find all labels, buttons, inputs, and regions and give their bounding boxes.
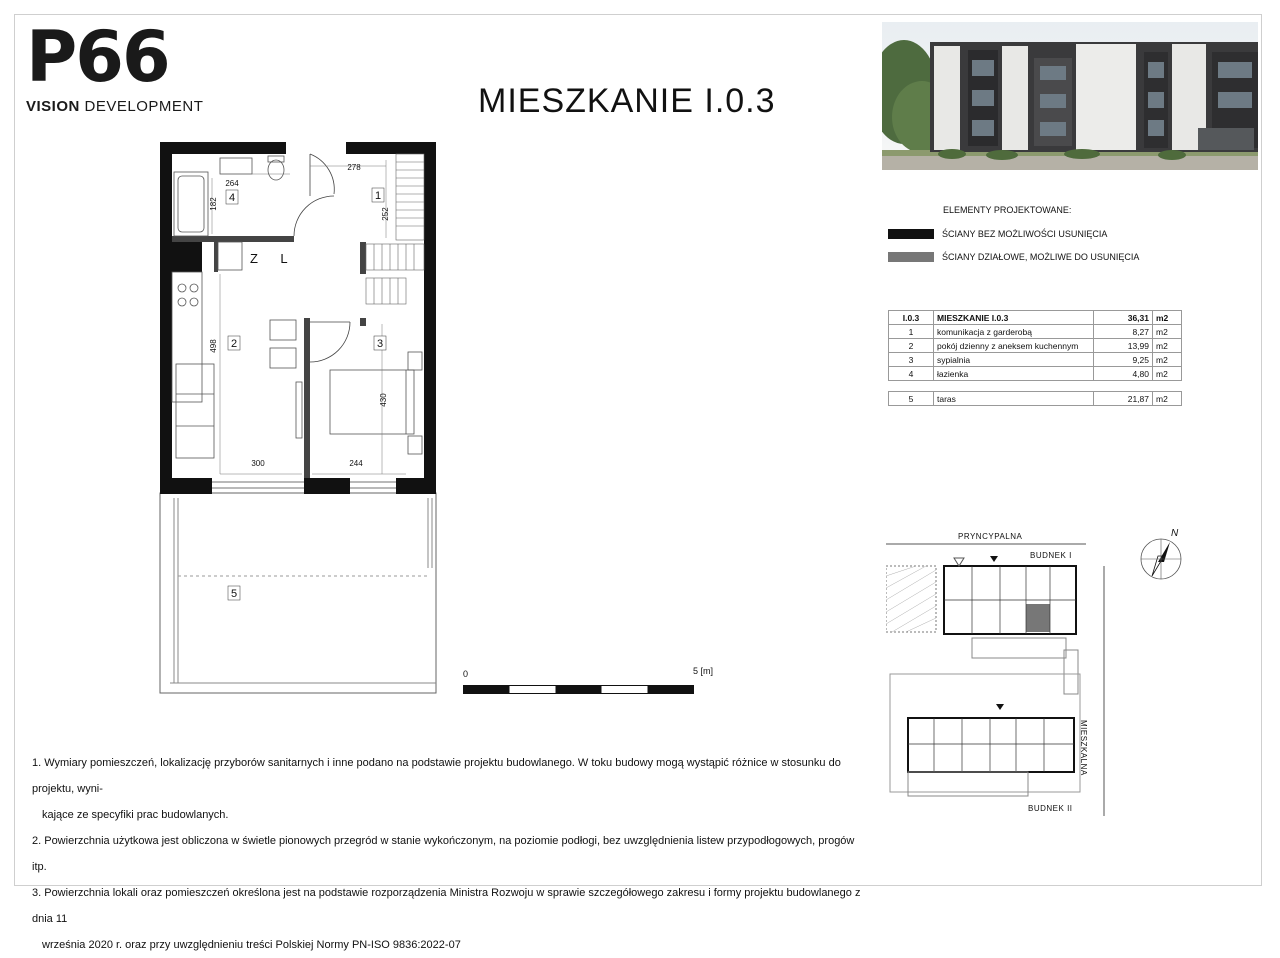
- legend-title: ELEMENTY PROJEKTOWANE:: [943, 205, 1072, 215]
- company-logo: [26, 16, 204, 115]
- scale-end: 5 [m]: [693, 666, 714, 676]
- north-label: N: [1171, 528, 1179, 539]
- compass-icon: [1138, 536, 1184, 582]
- dimension-264: 264: [225, 179, 239, 188]
- table-row: [889, 392, 1182, 406]
- table-cell: m2: [1153, 325, 1182, 339]
- floor-plan: [150, 138, 460, 700]
- building-label-2: BUDNEK II: [1028, 804, 1073, 813]
- table-cell: I.0.3: [889, 311, 934, 325]
- table-cell: 4,80: [1094, 367, 1153, 381]
- building-render-image: [882, 22, 1258, 170]
- room-label-3: 3: [376, 338, 384, 350]
- note-line: kające ze specyfiki prac budowlanych.: [42, 809, 229, 821]
- table-cell: 8,27: [1094, 325, 1153, 339]
- logo-sub-light: DEVELOPMENT: [79, 98, 204, 115]
- dimension-278: 278: [347, 163, 361, 172]
- street-label-top: PRYNCYPALNA: [958, 532, 1023, 541]
- table-cell: m2: [1153, 353, 1182, 367]
- dimension-labels: [209, 163, 390, 468]
- bedroom-bed: [330, 352, 422, 454]
- structural-walls: [160, 142, 436, 494]
- legend-label: ŚCIANY DZIAŁOWE, MOŻLIWE DO USUNIĘCIA: [942, 252, 1140, 262]
- dimension-244: 244: [349, 459, 363, 468]
- legend-item-structural-walls: [888, 229, 1188, 239]
- terrace-table: [888, 391, 1182, 406]
- room-label-1: 1: [374, 190, 382, 202]
- table-cell: m2: [1153, 367, 1182, 381]
- notes: [32, 750, 862, 958]
- street-label-right: MIESZKALNA: [1079, 720, 1088, 776]
- dimension-252: 252: [381, 207, 390, 221]
- table-cell: 3: [889, 353, 934, 367]
- table-cell: 13,99: [1094, 339, 1153, 353]
- table-header-row: [889, 311, 1182, 325]
- logo-mark: P66: [26, 16, 169, 98]
- dimension-300: 300: [251, 459, 265, 468]
- table-cell: m2: [1153, 392, 1182, 406]
- note-line: 2. Powierzchnia użytkowa jest obliczona w świetle pionowych przegród w stanie wykończonym, na poziomie podłogi, bez uwzględnienia listew przypodłogowych, progów itp.: [32, 835, 855, 873]
- logo-sub-bold: VISION: [26, 98, 80, 115]
- logo-subtitle: [26, 98, 203, 115]
- table-cell: 5: [889, 392, 934, 406]
- dimension-430: 430: [379, 393, 388, 407]
- table-cell: łazienka: [934, 367, 1094, 381]
- table-row: [889, 325, 1182, 339]
- room-label-2: 2: [230, 338, 238, 350]
- table-cell: sypialnia: [934, 353, 1094, 367]
- fixture-label-l: L: [280, 251, 288, 266]
- kitchen-counter: [172, 272, 202, 402]
- room-label-4: 4: [228, 192, 236, 204]
- legend-swatch-gray: [888, 252, 934, 262]
- table-row: [889, 353, 1182, 367]
- legend-label: ŚCIANY BEZ MOŻLIWOŚCI USUNIĘCIA: [942, 229, 1108, 239]
- legend: [888, 205, 1188, 275]
- table-cell: MIESZKANIE I.0.3: [934, 311, 1094, 325]
- dimension-498: 498: [209, 339, 218, 353]
- table-cell: 9,25: [1094, 353, 1153, 367]
- scale-bar: [463, 684, 695, 696]
- rooms-table: [888, 310, 1182, 381]
- fixture-label-z: Z: [250, 251, 258, 266]
- note-line: 3. Powierzchnia lokali oraz pomieszczeń określona jest na podstawie rozporządzenia Ministra Rozwoju w sprawie szczegółowego zakresu i formy projektu budowlanego z dnia 11: [32, 887, 861, 925]
- table-cell: 36,31: [1094, 311, 1153, 325]
- wardrobe: [366, 154, 424, 304]
- table-cell: komunikacja z garderobą: [934, 325, 1094, 339]
- table-cell: m2: [1153, 339, 1182, 353]
- table-cell: m2: [1153, 311, 1182, 325]
- note-line: 1. Wymiary pomieszczeń, lokalizację przyborów sanitarnych i inne podano na podstawie projektu budowlanego. W toku budowy mogą wystąpić różnice w stosunku do projektu, wyni-: [32, 757, 841, 795]
- door-swings: [294, 154, 350, 362]
- table-cell: pokój dzienny z aneksem kuchennym: [934, 339, 1094, 353]
- dimension-182: 182: [209, 197, 218, 211]
- note-line: września 2020 r. oraz przy uwzględnieniu treści Polskiej Normy PN-ISO 9836:2022-07: [42, 939, 461, 951]
- legend-swatch-black: [888, 229, 934, 239]
- scale-start: 0: [463, 669, 469, 679]
- table-row: [889, 367, 1182, 381]
- legend-item-partition-walls: [888, 252, 1188, 262]
- building-label-1: BUDNEK I: [1030, 551, 1072, 560]
- site-plan: [886, 526, 1136, 826]
- table-cell: 4: [889, 367, 934, 381]
- terrace-outline: [160, 493, 436, 693]
- table-cell: taras: [934, 392, 1094, 406]
- page-title: MIESZKANIE I.0.3: [478, 82, 776, 120]
- table-cell: 1: [889, 325, 934, 339]
- table-row: [889, 339, 1182, 353]
- table-cell: 2: [889, 339, 934, 353]
- room-label-5: 5: [230, 588, 238, 600]
- table-cell: 21,87: [1094, 392, 1153, 406]
